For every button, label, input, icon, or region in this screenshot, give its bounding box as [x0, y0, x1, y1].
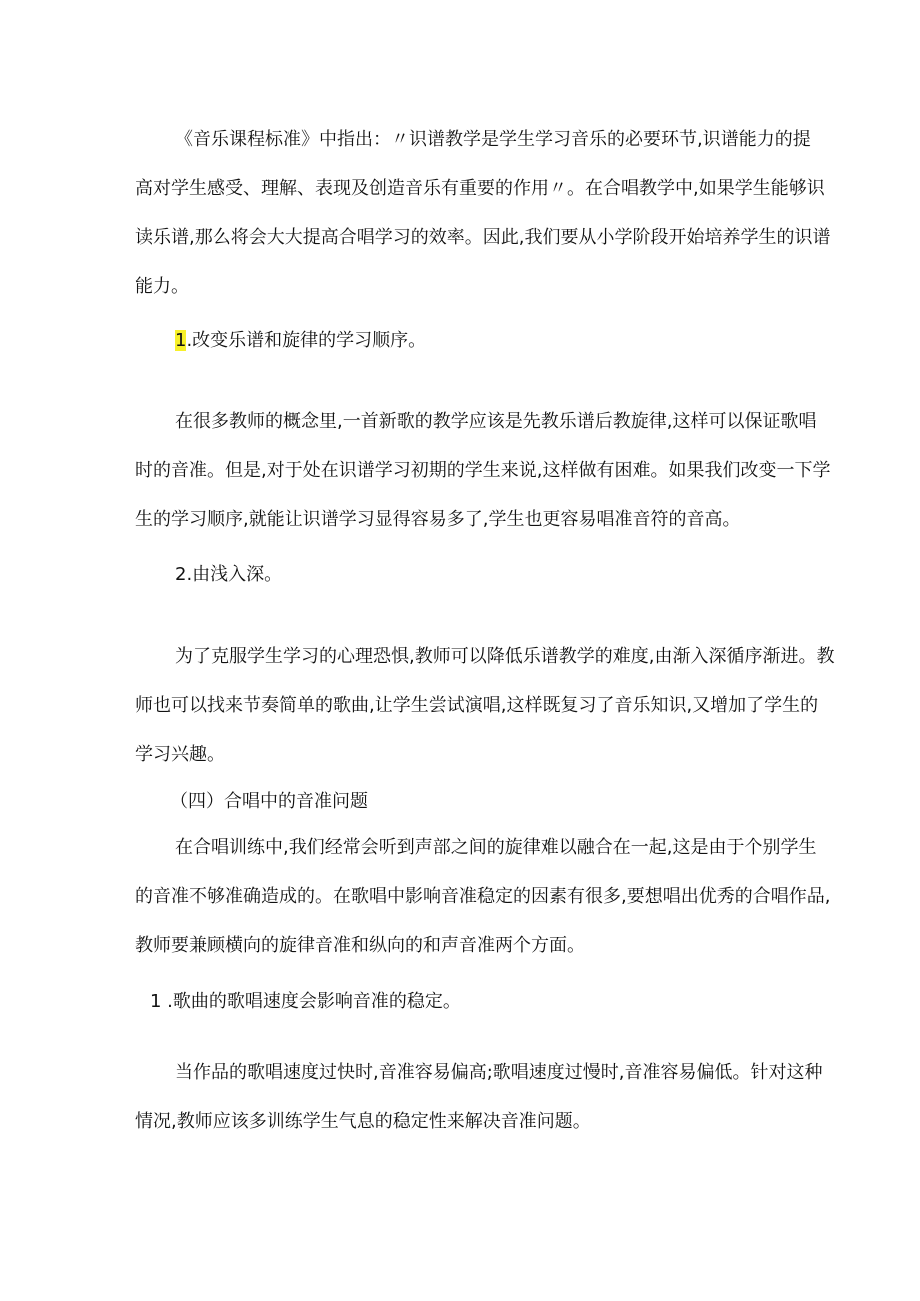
paragraph-line: 教师要兼顾横向的旋律音准和纵向的和声音准两个方面。	[135, 935, 585, 956]
paragraph-line: 高对学生感受、理解、表现及创造音乐有重要的作用〃。在合唱教学中,如果学生能够识	[135, 178, 825, 199]
section-heading: 1 .歌曲的歌唱速度会影响音准的稳定。	[150, 991, 461, 1012]
paragraph-line: 在合唱训练中,我们经常会听到声部之间的旋律难以融合在一起,这是由于个别学生	[175, 837, 817, 858]
paragraph-line: 师也可以找来节奏简单的歌曲,让学生尝试演唱,这样既复习了音乐知识,又增加了学生的	[135, 695, 819, 716]
paragraph-line: 《音乐课程标准》中指出：〃识谱教学是学生学习音乐的必要环节,识谱能力的提	[175, 129, 811, 150]
heading-text: .改变乐谱和旋律的学习顺序。	[186, 330, 427, 351]
paragraph-line: 能力。	[135, 276, 189, 297]
paragraph-line: 学习兴趣。	[135, 744, 225, 765]
paragraph-line: 时的音准。但是,对于处在识谱学习初期的学生来说,这样做有困难。如果我们改变一下学	[135, 460, 831, 481]
paragraph-line: 为了克服学生学习的心理恐惧,教师可以降低乐谱教学的难度,由渐入深循序渐进。教	[175, 646, 835, 667]
paragraph-line: 读乐谱,那么将会大大提高合唱学习的效率。因此,我们要从小学阶段开始培养学生的识谱	[135, 227, 831, 248]
highlighted-number: 1	[175, 330, 187, 351]
paragraph-line: 的音准不够准确造成的。在歌唱中影响音准稳定的因素有很多,要想唱出优秀的合唱作品,	[135, 886, 831, 907]
paragraph-line: 情况,教师应该多训练学生气息的稳定性来解决音准问题。	[135, 1111, 591, 1132]
paragraph-line: 在很多教师的概念里,一首新歌的教学应该是先教乐谱后教旋律,这样可以保证歌唱	[175, 411, 817, 432]
paragraph-line: 生的学习顺序,就能让识谱学习显得容易多了,学生也更容易唱准音符的音高。	[135, 509, 741, 530]
paragraph-line: 当作品的歌唱速度过快时,音准容易偏高;歌唱速度过慢时,音准容易偏低。针对这种	[175, 1062, 823, 1083]
section-heading	[175, 329, 426, 353]
section-title: （四）合唱中的音准问题	[170, 791, 368, 812]
section-heading: 2.由浅入深。	[175, 564, 283, 585]
